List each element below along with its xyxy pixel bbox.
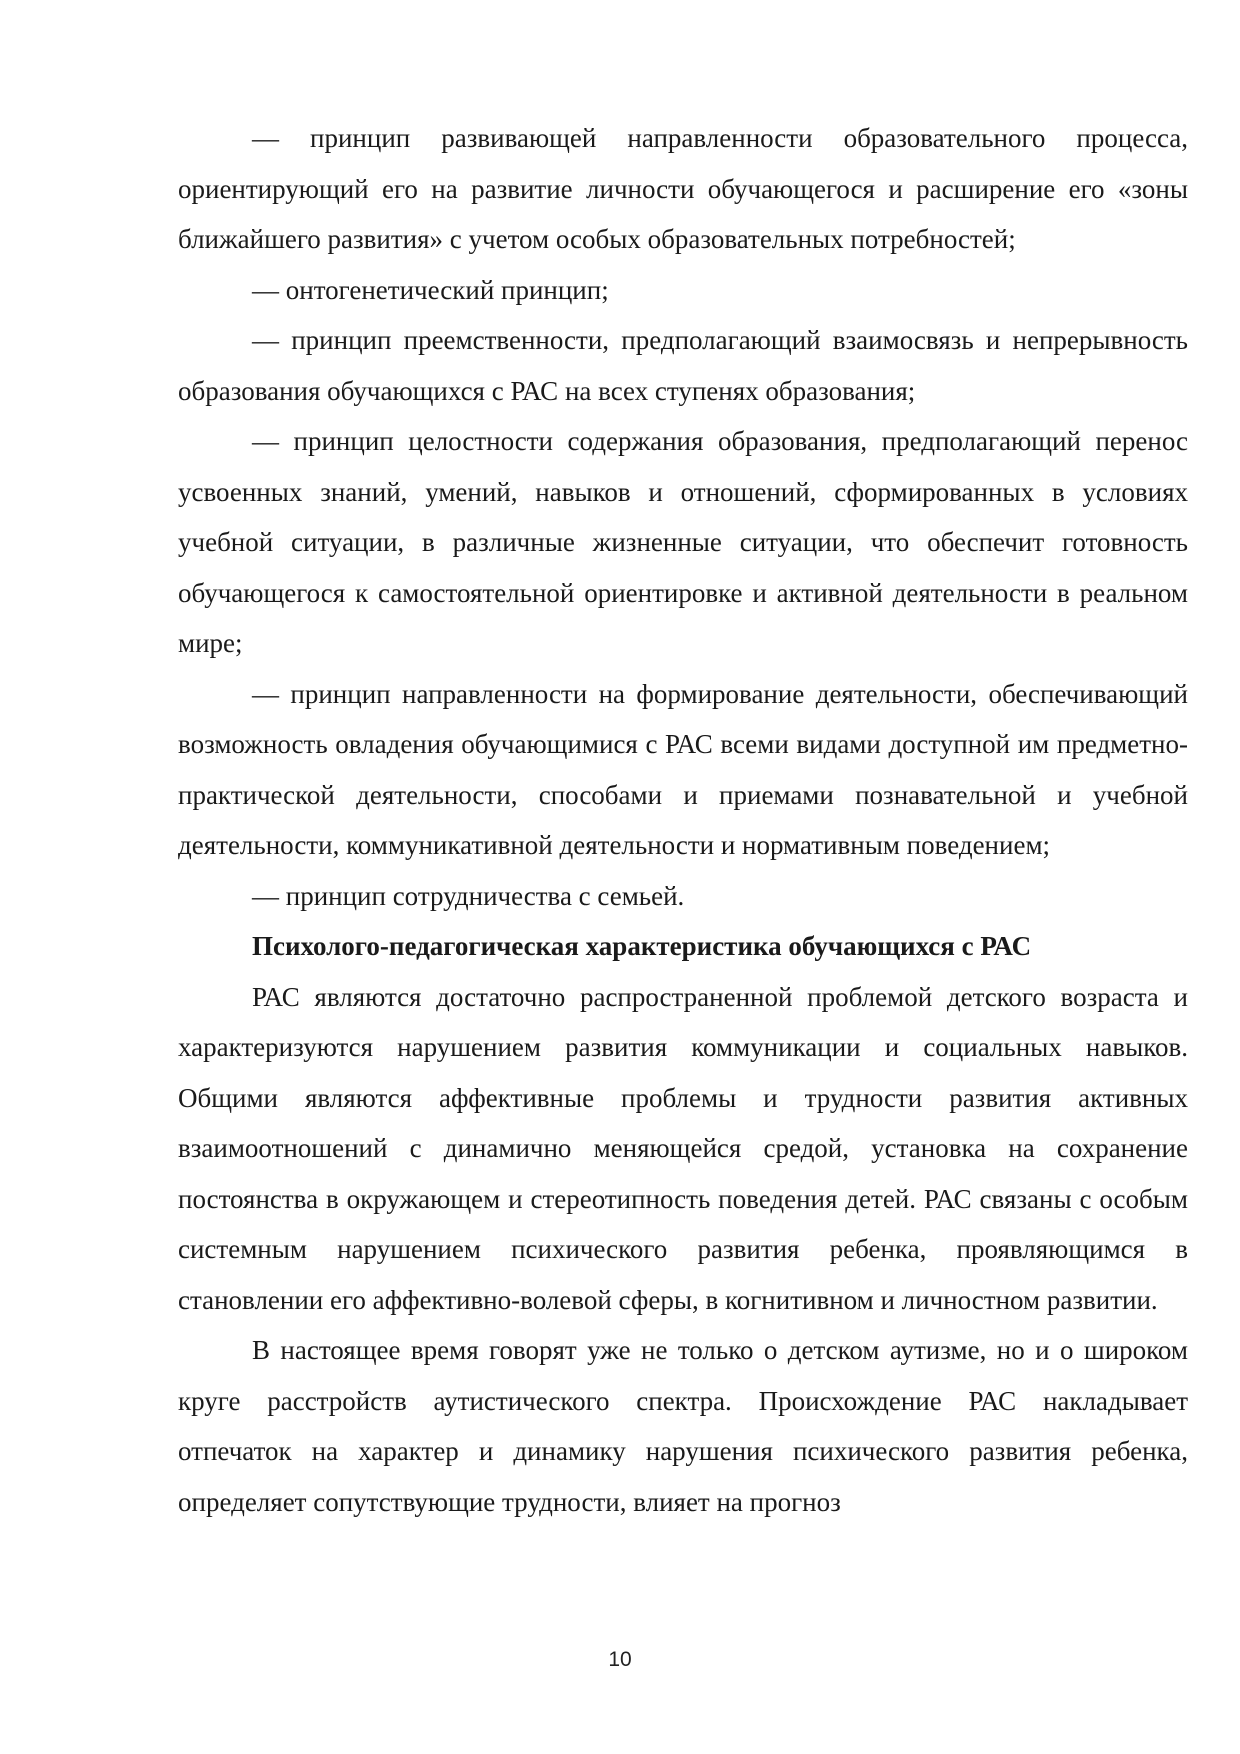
section-heading: Психолого-педагогическая характеристика обучающихся с РАС [252,931,1032,961]
paragraph-now: В настоящее время говорят уже не только о детском аутизме, но и о широком круге расстройств аутистического спектра. Происхождение РАС накладывает отпечаток на характер и динамику нарушения психического развития ребенка, определяет сопутствующие трудности, влияет на прогноз [178,1335,1188,1517]
page-number: 10 [608,1648,632,1671]
principle-activity: — принцип направленности на формирование деятельности, обеспечивающий возможность овладения обучающимися с РАС всеми видами доступной им предметно-практической деятельности, способами и приемами познавательной и учебной деятельности, коммуникативной деятельности и нормативным поведением; [178,678,1188,860]
principle-family: — принцип сотрудничества с семьей. [252,880,685,911]
page-body [178,113,1188,1527]
principle-developmental: — принцип развивающей направленности образовательного процесса, ориентирующий его на развитие личности обучающегося и расширение его «зоны ближайшего развития» с учетом особых образовательных потребностей; [178,123,1188,254]
principle-continuity: — принцип преемственности, предполагающий взаимосвязь и непрерывность образования обучающихся с РАС на всех ступенях образования; [178,325,1188,406]
principle-integrity: — принцип целостности содержания образования, предполагающий перенос усвоенных знаний, умений, навыков и отношений, сформированных в условиях учебной ситуации, в различные жизненные ситуации, что обеспечит готовность обучающегося к самостоятельной ориентировке и активной деятельности в реальном мире; [178,426,1188,658]
principle-ontogenetic: — онтогенетический принцип; [252,274,609,305]
paragraph-rac: РАС являются достаточно распространенной проблемой детского возраста и характеризуются нарушением развития коммуникации и социальных навыков. Общими являются аффективные проблемы и трудности развития активных взаимоотношений с динамично меняющейся средой, установка на сохранение постоянства в окружающем и стереотипность поведения детей. РАС связаны с особым системным нарушением психического развития ребенка, проявляющимся в становлении его аффективно-волевой сферы, в когнитивном и личностном развитии. [178,981,1188,1315]
